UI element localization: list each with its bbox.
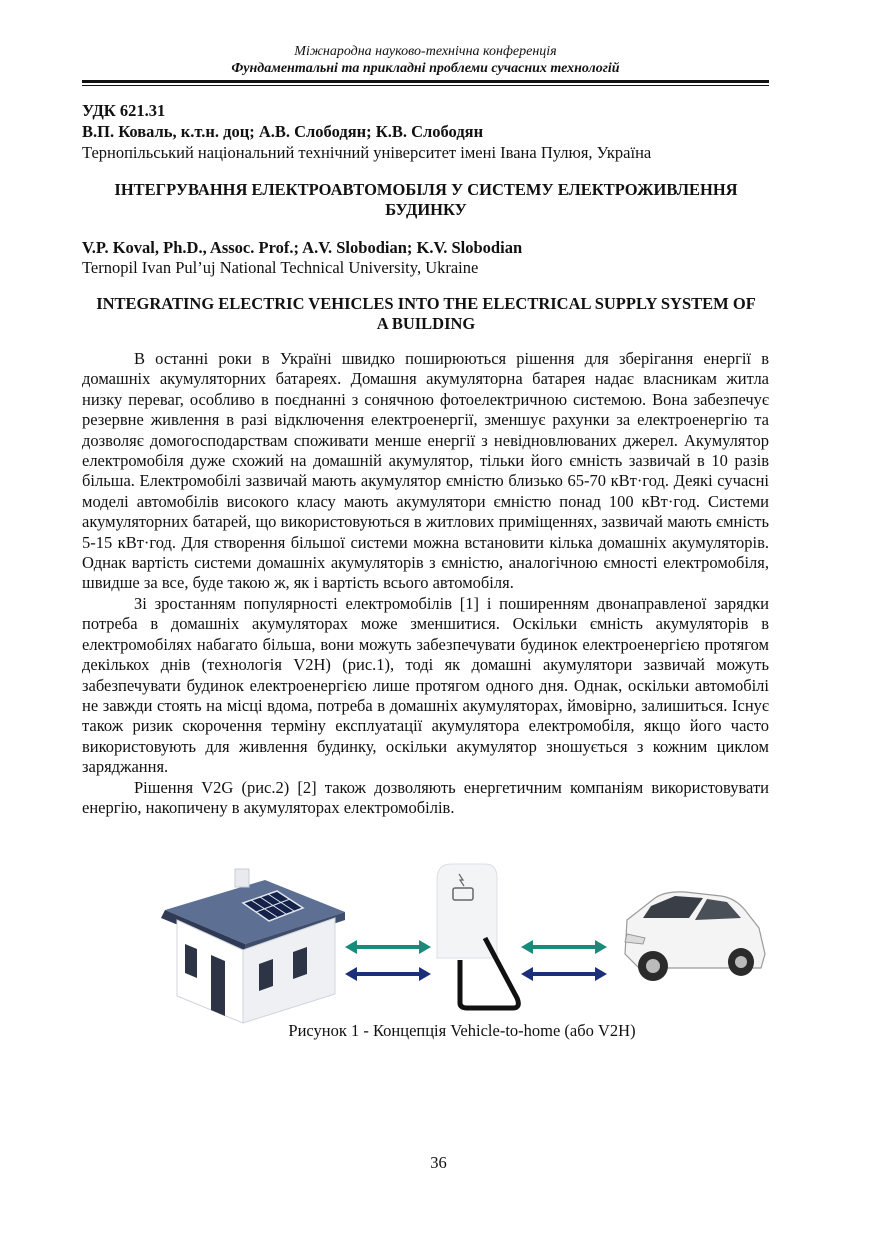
arrow-house-charger-teal [345, 940, 431, 954]
running-header [82, 43, 769, 77]
udk-code: УДК 621.31 [82, 101, 166, 120]
affiliation-en: Ternopil Ivan Pul’uj National Technical University, Ukraine [82, 258, 479, 277]
v2h-figure [155, 858, 775, 1028]
body-text [82, 349, 769, 818]
header-rule-thick [82, 80, 769, 83]
page-number: 36 [430, 1153, 447, 1172]
authors-en: V.P. Koval, Ph.D., Assoc. Prof.; A.V. Slobodian; K.V. Slobodian [82, 238, 523, 257]
arrow-house-charger-navy [345, 967, 431, 981]
paragraph-1: В останні роки в Україні швидко поширюються рішення для зберігання енергії в домашніх акумуляторних батареях. Домашня акумуляторна батарея надає власникам житла низку переваг, особливо в поєднанні з сонячною фотоелектричною системою. Вона забезпечує резервне живлення в разі відключення електроенергії, зменшує рахунки за електроенергію та дозволяє домогосподарствам споживати менше енергії з невідновлюваних джерел. Акумулятор електромобіля дуже схожий на домашній акумулятор, тільки його ємність зазвичай в 10 разів більша. Електромобілі зазвичай мають акумулятор ємністю близько 65-70 кВт·год. Деякі сучасні моделі автомобілів високого класу мають акумулятори ємністю понад 100 кВт·год. Системи акумуляторних батарей, що використовуються в житлових приміщеннях, зазвичай мають ємність 5-15 кВт·год. Для створення більшої системи можна встановити кілька домашніх акумуляторів. Однак вартість системи домашніх акумуляторів з ємністю, аналогічною ємності електромобіля, швидше за все, буде такою ж, як і вартість всього автомобіля. [82, 349, 769, 593]
title-uk: ІНТЕГРУВАННЯ ЕЛЕКТРОАВТОМОБІЛЯ У СИСТЕМУ ЕЛЕКТРОЖИВЛЕННЯ БУДИНКУ [114, 180, 738, 219]
paragraph-2: Зі зростанням популярності електромобілів [1] і поширенням двонаправленої зарядки потреба в домашніх акумуляторах може зменшитися. Оскільки ємність акумуляторів в електромобілях набагато більша, вони можуть забезпечувати будинок електроенергією протягом декількох днів (технологія V2H) (рис.1), тоді як домашні акумулятори зазвичай можуть забезпечувати будинок електроенергією лише протягом одного дня. Однак, оскільки автомобілі не завжди стоять на місці вдома, потреба в домашніх акумуляторах, ймовірно, залишиться. Існує також ризик скорочення терміну експлуатації акумулятора електромобіля, якщо його часто використовують для живлення будинку, оскільки акумулятор зношується з кожним циклом заряджання. [82, 593, 769, 777]
house-icon [161, 869, 345, 1023]
affiliation-uk: Тернопільський національний технічний університет імені Івана Пулюя, Україна [82, 143, 652, 162]
charger-station-icon [437, 864, 518, 1008]
arrow-charger-car-teal [521, 940, 607, 954]
authors-uk: В.П. Коваль, к.т.н. доц; А.В. Слободян; К.В. Слободян [82, 122, 484, 141]
conference-topic: Фундаментальні та прикладні проблеми сучасних технологій [231, 61, 620, 76]
paragraph-3: Рішення V2G (рис.2) [2] також дозволяють енергетичним компаніям використовувати енергію, накопичену в акумуляторах електромобілів. [82, 777, 769, 817]
header-rule-thin [82, 85, 769, 86]
title-en: INTEGRATING ELECTRIC VEHICLES INTO THE ELECTRICAL SUPPLY SYSTEM OF A BUILDING [96, 294, 756, 333]
figure-caption: Рисунок 1 - Концепція Vehicle-to-home (або V2H) [288, 1021, 636, 1040]
electric-car-icon [625, 892, 765, 981]
arrow-charger-car-navy [521, 967, 607, 981]
conference-name: Міжнародна науково-технічна конференція [294, 44, 557, 59]
